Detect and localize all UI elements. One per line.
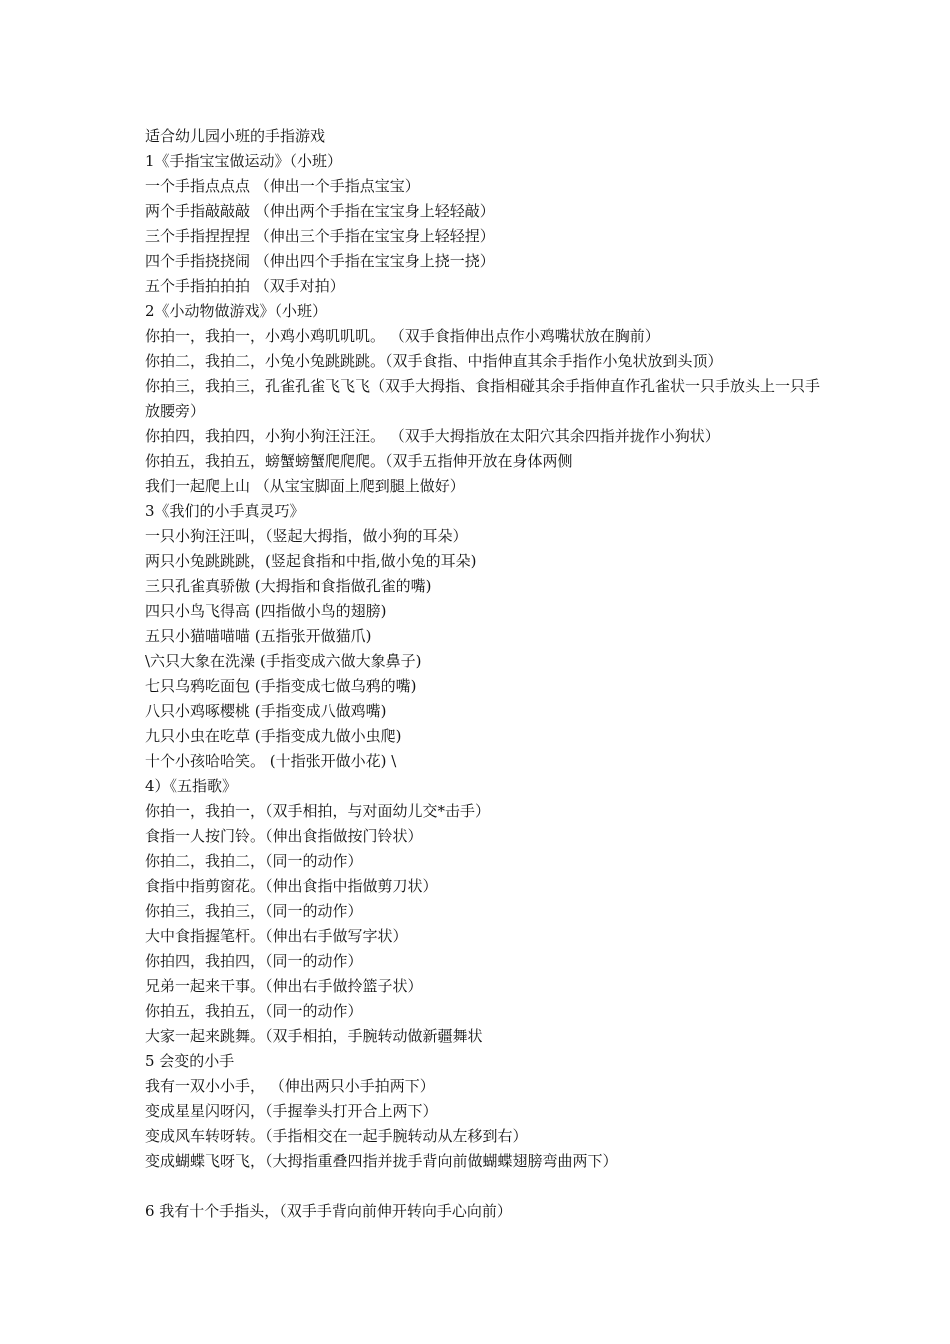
- text-line: 五个手指拍拍拍 （双手对拍）: [145, 277, 345, 295]
- section-heading: 4）《五指歌》: [145, 777, 238, 795]
- text-line: 十个小孩哈哈笑。 (十指张开做小花) \: [145, 752, 397, 770]
- text-line: \六只大象在洗澡 (手指变成六做大象鼻子): [145, 652, 422, 670]
- text-line: 你拍四，我拍四，小狗小狗汪汪汪。 （双手大拇指放在太阳穴其余四指并拢作小狗状）: [145, 427, 720, 445]
- text-line: 兄弟一起来干事。（伸出右手做拎篮子状）: [145, 977, 423, 995]
- text-line: 食指一人按门铃。（伸出食指做按门铃状）: [145, 827, 423, 845]
- document-title: 适合幼儿园小班的手指游戏: [145, 127, 326, 145]
- text-line: 一只小狗汪汪叫，（竖起大拇指，做小狗的耳朵）: [145, 527, 468, 545]
- text-line: 三只孔雀真骄傲 (大拇指和食指做孔雀的嘴): [145, 577, 432, 595]
- section-heading: 5 会变的小手: [145, 1052, 235, 1070]
- text-line: 你拍五，我拍五，螃蟹螃蟹爬爬爬。（双手五指伸开放在身体两侧: [145, 452, 573, 470]
- text-line: 五只小猫喵喵喵 (五指张开做猫爪): [145, 627, 372, 645]
- text-line: 我有一双小小手， （伸出两只小手拍两下）: [145, 1077, 435, 1095]
- text-line: 变成星星闪呀闪，（手握拳头打开合上两下）: [145, 1102, 438, 1120]
- text-line: 九只小虫在吃草 (手指变成九做小虫爬): [145, 727, 402, 745]
- text-line: 你拍四，我拍四，（同一的动作）: [145, 952, 363, 970]
- text-line: 你拍一，我拍一，（双手相拍，与对面幼儿交*击手）: [145, 802, 491, 820]
- text-line: 你拍三，我拍三，孔雀孔雀飞飞飞（双手大拇指、食指相碰其余手指伸直作孔雀状一只手放头上一只手放腰旁）: [145, 377, 821, 420]
- text-line: 变成蝴蝶飞呀飞，（大拇指重叠四指并拢手背向前做蝴蝶翅膀弯曲两下）: [145, 1152, 618, 1170]
- document-body: [145, 124, 825, 1224]
- text-line: 食指中指剪窗花。（伸出食指中指做剪刀状）: [145, 877, 438, 895]
- text-line: 七只乌鸦吃面包 (手指变成七做乌鸦的嘴): [145, 677, 417, 695]
- text-line: 你拍二，我拍二，（同一的动作）: [145, 852, 363, 870]
- text-line: 你拍一，我拍一，小鸡小鸡叽叽叽。 （双手食指伸出点作小鸡嘴状放在胸前）: [145, 327, 660, 345]
- text-line: 你拍五，我拍五，（同一的动作）: [145, 1002, 363, 1020]
- section-heading: 3《我们的小手真灵巧》: [145, 502, 305, 520]
- section-heading: 2《小动物做游戏》（小班）: [145, 302, 328, 320]
- section-heading: 1《手指宝宝做运动》（小班）: [145, 152, 343, 170]
- blank-line: [145, 1174, 825, 1199]
- text-line: 四个手指挠挠闹 （伸出四个手指在宝宝身上挠一挠）: [145, 252, 495, 270]
- text-line: 你拍二，我拍二，小兔小兔跳跳跳。（双手食指、中指伸直其余手指作小兔状放到头顶）: [145, 352, 723, 370]
- text-line: 大家一起来跳舞。（双手相拍，手腕转动做新疆舞状: [145, 1027, 483, 1045]
- text-line: 两个手指敲敲敲 （伸出两个手指在宝宝身上轻轻敲）: [145, 202, 495, 220]
- text-line: 四只小鸟飞得高 (四指做小鸟的翅膀): [145, 602, 387, 620]
- text-line: 八只小鸡啄樱桃 (手指变成八做鸡嘴): [145, 702, 387, 720]
- text-line: 你拍三，我拍三，（同一的动作）: [145, 902, 363, 920]
- section-heading: 6 我有十个手指头，（双手手背向前伸开转向手心向前）: [145, 1202, 512, 1220]
- text-line: 两只小兔跳跳跳，(竖起食指和中指,做小兔的耳朵): [145, 552, 477, 570]
- text-line: 大中食指握笔杆。（伸出右手做写字状）: [145, 927, 408, 945]
- text-line: 三个手指捏捏捏 （伸出三个手指在宝宝身上轻轻捏）: [145, 227, 495, 245]
- text-line: 一个手指点点点 （伸出一个手指点宝宝）: [145, 177, 420, 195]
- text-line: 变成风车转呀转。（手指相交在一起手腕转动从左移到右）: [145, 1127, 528, 1145]
- text-line: 我们一起爬上山 （从宝宝脚面上爬到腿上做好）: [145, 477, 465, 495]
